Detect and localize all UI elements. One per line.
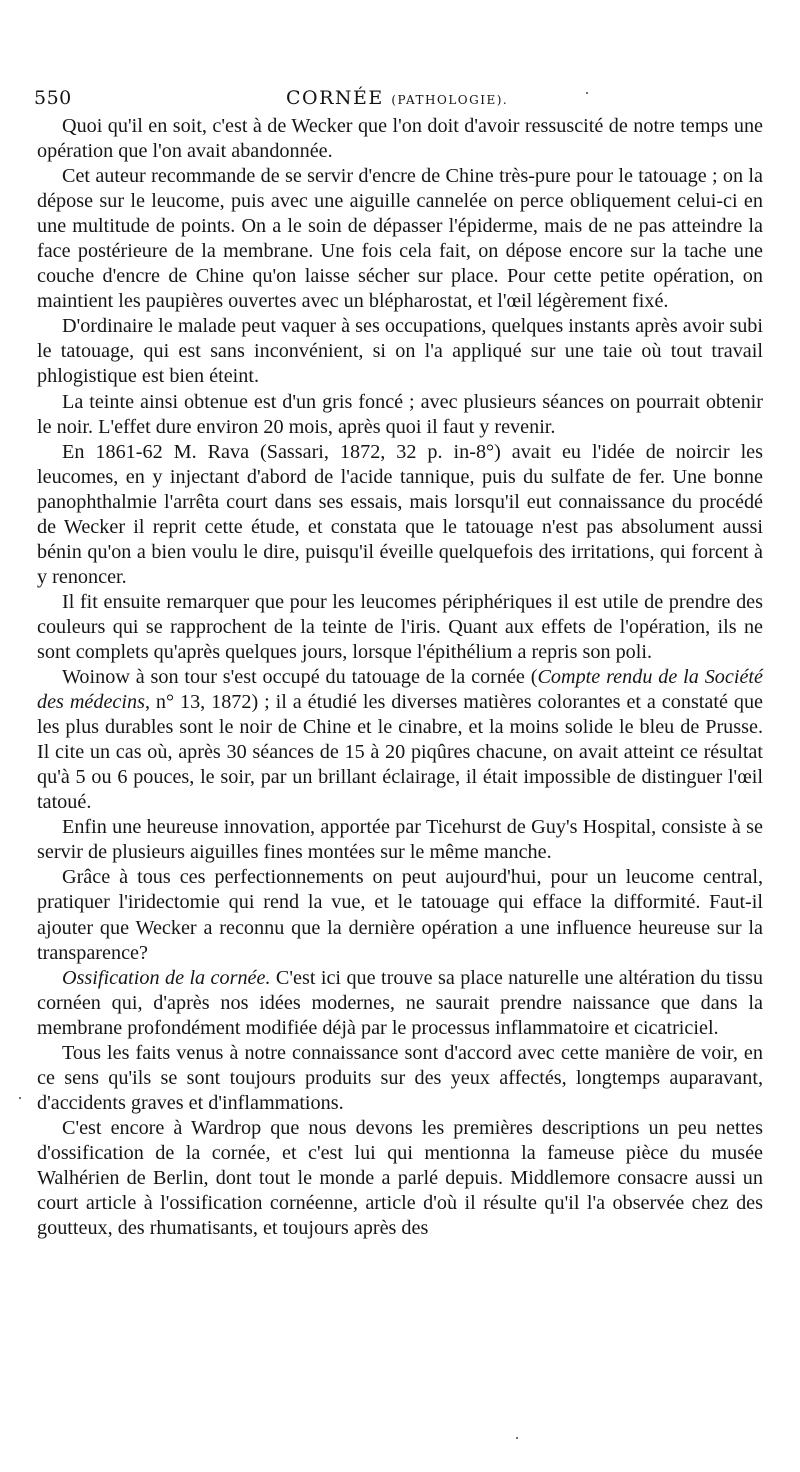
paragraph-5: En 1861-62 M. Rava (Sassari, 1872, 32 p. in-8°) avait eu l'idée de noircir les leucomes, en y injectant d'abord de l'acide tannique, puis du sulfate de fer. Une bonne panophthalmie l'arrêta court dans ses essais, mais lorsqu'il eut connaissance du procédé de Wecker il reprit cette étude, et constata que le tatouage n'est pas absolument aussi bénin qu'on a bien voulu le dire, puisqu'il éveille quelquefois des irritations, qui forcent à y renoncer. <box>37 440 763 588</box>
paragraph-11: Tous les faits venus à notre connaissance sont d'accord avec cette manière de voir, en ce sens qu'ils se sont toujours produits sur des yeux affectés, longtemps auparavant, d'accidents graves et d'inflammations. <box>37 1041 763 1114</box>
paragraph-8: Enfin une heureuse innovation, apportée par Ticehurst de Guy's Hospital, consiste à se servir de plusieurs aiguilles fines montées sur le même manche. <box>37 816 763 864</box>
page-number: 550 <box>34 87 72 109</box>
section-heading-ossification: Ossification de la cornée. <box>62 966 271 989</box>
paragraph-10 <box>37 966 763 1041</box>
paragraph-1: Quoi qu'il en soit, c'est à de Wecker que l'on doit d'avoir ressuscité de notre temps une opération que l'on avait abandonnée. <box>37 115 763 163</box>
paragraph-10-text: C'est ici que trouve sa place naturelle une altération du tissu cornéen qui, d'après nos idées modernes, ne saurait prendre naissance que dans la membrane profondément modifiée déjà par le processus inflammatoire et cicatriciel. <box>37 966 764 1039</box>
page-header <box>34 87 764 117</box>
paragraph-3: D'ordinaire le malade peut vaquer à ses occupations, quelques instants après avoir subi le tatouage, qui est sans inconvénient, si on l'a appliqué sur une taie où tout travail phlogistique est bien éteint. <box>37 315 763 388</box>
paragraph-12: C'est encore à Wardrop que nous devons les premières descriptions un peu nettes d'ossification de la cornée, et c'est lui qui mentionna la fameuse pièce du musée Walhérien de Berlin, dont tout le monde a parlé depuis. Middlemore consacre aussi un court article à l'ossification cornéenne, article d'où il résulte qu'il l'a observée chez des goutteux, des rhumatisants, et toujours après des <box>37 1116 763 1240</box>
paragraph-6: Il fit ensuite remarquer que pour les leucomes périphériques il est utile de prendre des couleurs qui se rapprochent de la teinte de l'iris. Quant aux effets de l'opération, ils ne sont complets qu'après quelques jours, lorsque l'épithélium a repris son poli. <box>37 590 763 663</box>
paragraph-7-start: Woinow à son tour s'est occupé du tatouage de la cornée ( <box>62 666 538 689</box>
paragraph-2: Cet auteur recommande de se servir d'encre de Chine très-pure pour le tatouage ; on la dépose sur le leucome, puis avec une aiguille cannelée on perce obliquement celui-ci en une multitude de points. On a le soin de dépasser l'épiderme, mais de ne pas atteindre la face postérieure de la membrane. Une fois cela fait, on dépose encore sur la tache une couche d'encre de Chine qu'on laisse sécher sur place. Pour cette petite opération, on maintient les paupières ouvertes avec un blépharostat, et l'œil légèrement fixé. <box>37 165 763 313</box>
print-speck <box>19 1097 21 1099</box>
running-title-main: CORNÉE <box>286 87 384 109</box>
paragraph-7-end: , n° 13, 1872) ; il a étudié les diverses matières colorantes et a constaté que les plus durables sont le noir de Chine et le cinabre, et la moins solide le bleu de Prusse. Il cite un cas où, après 30 séances de 15 à 20 piqûres chacune, on avait atteint ce résultat qu'à 5 ou 6 pouces, le soir, par un brillant éclairage, il était impossible de distinguer l'œil tatoué. <box>37 691 763 814</box>
paragraph-9: Grâce à tous ces perfectionnements on peut aujourd'hui, pour un leucome central, pratiquer l'iridectomie qui rend la vue, et le tatouage qui efface la difformité. Faut-il ajouter que Wecker a reconnu que la dernière opération a une influence heureuse sur la transparence? <box>37 866 763 964</box>
print-speck <box>586 92 588 94</box>
running-title-subtitle: (PATHOLOGIE). <box>391 93 509 107</box>
paragraph-7 <box>37 665 763 815</box>
print-speck <box>516 1437 518 1439</box>
running-title <box>286 87 508 109</box>
body-text <box>37 114 763 1241</box>
citation-title: Compte rendu de la Société des médecins <box>37 666 763 714</box>
paragraph-4: La teinte ainsi obtenue est d'un gris foncé ; avec plusieurs séances on pourrait obtenir le noir. L'effet dure environ 20 mois, après quoi il faut y revenir. <box>37 390 763 438</box>
